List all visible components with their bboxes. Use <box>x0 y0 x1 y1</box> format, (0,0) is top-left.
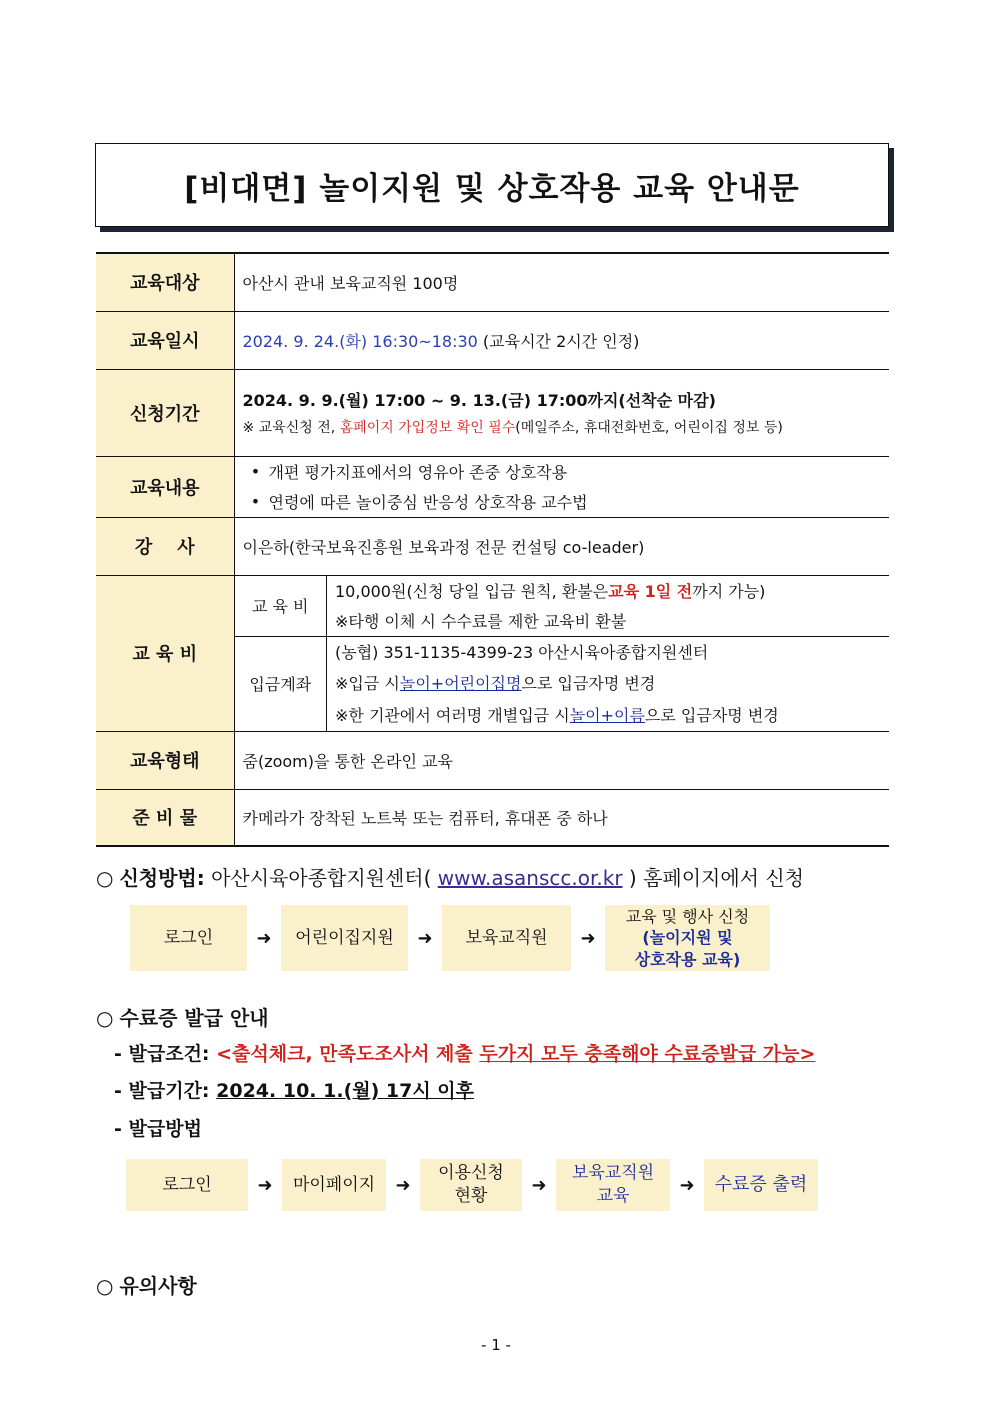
label-target: 교육대상 <box>96 253 234 311</box>
step-line: 현황 <box>454 1186 488 1206</box>
fee-text-end: 까지 가능) <box>692 582 766 601</box>
content-item-text: 연령에 따른 놀이중심 반응성 상호작용 교수법 <box>268 493 588 512</box>
page-number: - 1 - <box>481 1336 511 1354</box>
condition-label: - 발급조건: <box>114 1043 217 1065</box>
row-prep <box>96 789 889 846</box>
content-item <box>243 457 890 487</box>
apply-method-text: 아산시육아종합지원센터( <box>204 866 438 890</box>
row-datetime <box>96 311 889 369</box>
label-content: 교육내용 <box>96 456 234 517</box>
datetime-note: (교육시간 2시간 인정) <box>477 331 640 351</box>
note-prefix: ※ 교육신청 전, <box>242 420 340 436</box>
apply-method-label: 신청방법: <box>119 866 205 890</box>
arrow-icon: ➜ <box>679 1174 695 1196</box>
arrow-icon: ➜ <box>580 927 596 949</box>
arrow-icon: ➜ <box>417 927 433 949</box>
step-line: 보육교직원 <box>571 1163 655 1184</box>
label-format: 교육형태 <box>96 731 234 789</box>
cert-step-application-status <box>420 1159 522 1211</box>
value-prep: 카메라가 장착된 노트북 또는 컴퓨터, 휴대폰 중 하나 <box>234 789 889 846</box>
event-step-detail: (놀이지원 및 <box>642 928 733 948</box>
cert-step-print: 수료증 출력 <box>704 1159 818 1211</box>
apply-method-text-end: ) 홈페이지에서 신청 <box>622 866 804 890</box>
step-line: 교육 <box>596 1186 630 1206</box>
fee-line-2: ※타행 이체 시 수수료를 제한 교육비 환불 <box>335 612 627 631</box>
account-text: ※입금 시 <box>335 674 400 693</box>
account-line-1: (농협) 351-1135-4399-23 아산시육아종합지원센터 <box>335 643 709 662</box>
row-fee <box>96 575 889 731</box>
period-value: 2024. 10. 1.(월) 17시 이후 <box>216 1080 475 1102</box>
account-line-2 <box>327 667 889 699</box>
note-highlight: 홈페이지 가입정보 확인 필수 <box>339 420 516 436</box>
website-link[interactable]: www.asanscc.or.kr <box>437 866 623 890</box>
certificate-flow <box>126 1159 818 1211</box>
content-item-text: 개편 평가지표에서의 영유아 존중 상호작용 <box>268 463 568 482</box>
row-lecturer <box>96 517 889 575</box>
circle-bullet: ○ <box>96 866 114 890</box>
fee-sub-label: 교 육 비 <box>235 576 327 637</box>
account-line-3 <box>327 699 889 731</box>
label-prep: 준 비 물 <box>96 789 234 846</box>
apply-flow <box>130 905 770 971</box>
content-item <box>243 487 890 517</box>
row-content <box>96 456 889 517</box>
title-box <box>95 143 889 227</box>
circle-bullet: ○ <box>96 1006 114 1030</box>
cert-step-mypage: 마이페이지 <box>282 1159 386 1211</box>
arrow-icon: ➜ <box>531 1174 547 1196</box>
value-format: 줌(zoom)을 통한 온라인 교육 <box>234 731 889 789</box>
account-subrow <box>235 636 890 731</box>
event-step-title: 교육 및 행사 신청 <box>625 906 750 926</box>
account-text: ※한 기관에서 여러명 개별입금 시 <box>335 706 570 725</box>
fee-line-1 <box>327 576 889 606</box>
apply-step-daycare-support: 어린이집지원 <box>281 905 408 971</box>
step-line: 이용신청 <box>438 1163 504 1184</box>
cert-step-login: 로그인 <box>126 1159 248 1211</box>
info-table <box>96 252 889 847</box>
arrow-icon: ➜ <box>256 927 272 949</box>
certificate-period <box>114 1076 474 1103</box>
condition-emphasis: 두가지 모두 충족해야 수료증발급 가능> <box>479 1043 816 1065</box>
apply-step-event <box>605 905 770 971</box>
condition-text: <출석체크, 만족도조사서 제출 <box>216 1043 480 1065</box>
bullet-dot: • <box>250 492 261 511</box>
value-datetime: 2024. 9. 24.(화) 16:30~18:30 <box>242 331 478 351</box>
event-step-detail: 상호작용 교육) <box>634 949 741 969</box>
page-title: [비대면] 놀이지원 및 상호작용 교육 안내문 <box>184 170 800 207</box>
depositor-format: 놀이+어린이집명 <box>399 674 522 693</box>
account-sub-label: 입금계좌 <box>235 636 327 731</box>
bullet-dot: • <box>250 462 261 481</box>
cert-step-staff-education <box>556 1159 670 1211</box>
fee-inner-table <box>235 576 890 731</box>
certificate-heading <box>96 1002 269 1031</box>
certificate-label: 수료증 발급 안내 <box>119 1006 269 1030</box>
notice-label: 유의사항 <box>119 1274 197 1298</box>
label-datetime: 교육일시 <box>96 311 234 369</box>
value-lecturer: 이은하(한국보육진흥원 보육과정 전문 컨설팅 co-leader) <box>234 517 889 575</box>
label-lecturer: 강 사 <box>96 517 234 575</box>
note-suffix: (메일주소, 휴대전화번호, 어린이집 정보 등) <box>515 420 783 436</box>
label-apply-period: 신청기간 <box>96 369 234 456</box>
account-text-end: 으로 입금자명 변경 <box>521 674 656 693</box>
fee-subrow <box>235 576 890 637</box>
label-fee: 교 육 비 <box>96 575 234 731</box>
circle-bullet: ○ <box>96 1274 114 1298</box>
apply-step-staff: 보육교직원 <box>442 905 571 971</box>
apply-step-login: 로그인 <box>130 905 247 971</box>
row-apply-period <box>96 369 889 456</box>
fee-text: 10,000원(신청 당일 입금 원칙, 환불은 <box>335 582 609 601</box>
arrow-icon: ➜ <box>257 1174 273 1196</box>
depositor-format: 놀이+이름 <box>569 706 645 725</box>
apply-period-note <box>243 417 890 437</box>
period-label: - 발급기간: <box>114 1080 217 1102</box>
value-apply-period: 2024. 9. 9.(월) 17:00 ~ 9. 13.(금) 17:00까지(선착순 마감) <box>242 391 716 410</box>
certificate-condition <box>114 1039 815 1066</box>
notice-heading <box>96 1270 197 1299</box>
certificate-method: - 발급방법 <box>114 1118 202 1140</box>
value-target: 아산시 관내 보육교직원 100명 <box>234 253 889 311</box>
apply-method-heading <box>96 862 804 891</box>
row-target <box>96 253 889 311</box>
account-text-end: 으로 입금자명 변경 <box>644 706 779 725</box>
row-format <box>96 731 889 789</box>
arrow-icon: ➜ <box>395 1174 411 1196</box>
fee-refund-deadline: 교육 1일 전 <box>608 582 693 601</box>
